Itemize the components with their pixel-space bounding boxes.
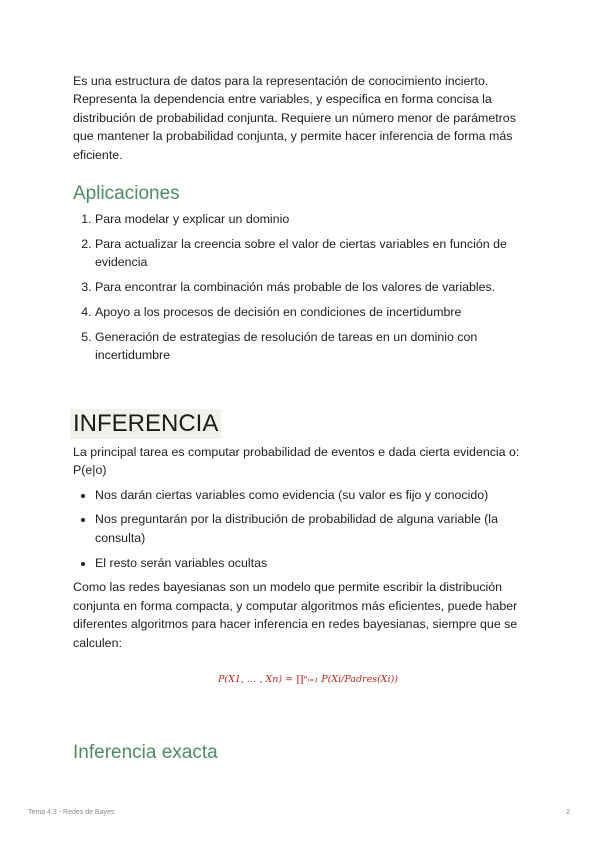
joint-probability-formula: P(X1, … , Xn) = ∏ⁿᵢ₌₁ P(Xi/Padres(Xi)) <box>217 674 399 686</box>
inferencia-intro: La principal tarea es computar probabilidad de eventos e dada cierta evidencia o: P(e|o) <box>73 444 520 478</box>
inferencia-bullets <box>73 486 538 572</box>
aplicaciones-heading: Aplicaciones <box>73 183 180 205</box>
footer-title: Tema 4.3 - Redes de Bayes <box>28 809 115 816</box>
list-item: 4. Apoyo a los procesos de decisión en condiciones de incertidumbre <box>95 303 538 321</box>
inferencia-exacta-heading: Inferencia exacta <box>73 742 218 764</box>
aplicaciones-list <box>73 210 538 364</box>
page-content <box>73 72 538 765</box>
list-item: 2. Para actualizar la creencia sobre el valor de ciertas variables en función de evidencia <box>95 235 538 272</box>
list-item: • El resto serán variables ocultas <box>95 554 538 572</box>
list-item: 3. Para encontrar la combinación más probable de los valores de variables. <box>95 278 538 296</box>
inferencia-paragraph: Como las redes bayesianas son un modelo que permite escribir la distribución conjunta en forma compacta, y computar algoritmos más eficientes, puede haber diferentes algoritmos para hacer inferencia en redes bayesianas, siempre que se calculen: <box>73 580 518 650</box>
intro-paragraph: Es una estructura de datos para la representación de conocimiento incierto. Representa la dependencia entre variables, y especifica en forma concisa la distribución de probabilidad conjunta. Requiere un número menor de parámetros que mantener la probabilidad conjunta, y permite hacer inferencia de forma más eficiente. <box>73 74 516 162</box>
inferencia-heading: INFERENCIA <box>70 409 221 439</box>
list-item: 5. Generación de estrategias de resolución de tareas en un dominio con incertidumbre <box>95 328 538 365</box>
list-item: 1. Para modelar y explicar un dominio <box>95 210 538 228</box>
list-item: • Nos darán ciertas variables como evidencia (su valor es fijo y conocido) <box>95 486 538 504</box>
list-item: • Nos preguntarán por la distribución de probabilidad de alguna variable (la consulta) <box>95 510 538 547</box>
page-number: 2 <box>566 809 570 816</box>
